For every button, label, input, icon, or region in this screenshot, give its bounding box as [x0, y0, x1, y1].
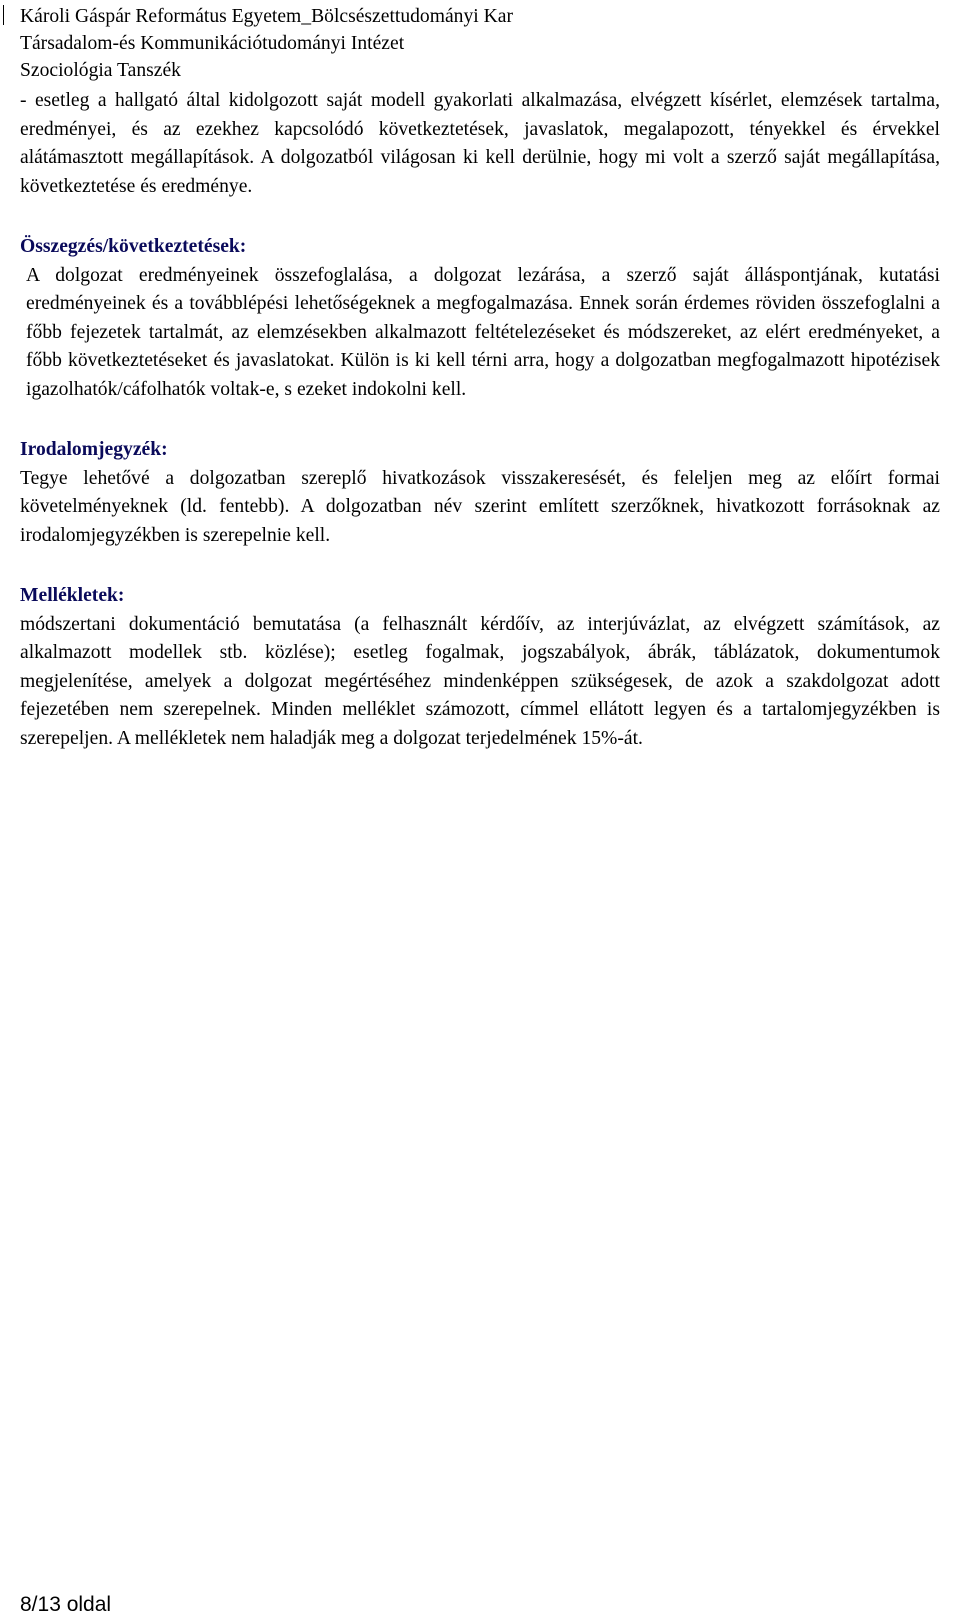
section-text-conclusions: A dolgozat eredményeinek összefoglalása, a dolgozat lezárása, a szerző saját álláspontjának, kutatási eredményeinek és a továbblépési lehetőségeknek a megfogalmazása. Ennek során érdemes röviden összefoglalni a főbb fejezetek tartalmát, az elemzésekben alkalmazott feltételezéseket és módszereket, az elért eredményeket, a főbb következtetéseket és javaslatokat. Külön is ki kell térni arra, hogy a dolgozatban megfogalmazott hipotézisek igazolhatók/cáfolhatók voltak-e, s ezeket indokolni kell.: [26, 264, 940, 400]
section-bibliography: [20, 436, 940, 550]
document-header: [20, 3, 940, 84]
header-department: Szociológia Tanszék: [20, 60, 181, 81]
intro-paragraph: - esetleg a hallgató által kidolgozott saját modell gyakorlati alkalmazása, elvégzett kísérlet, elemzések tartalma, eredményei, és az ezekhez kapcsolódó következtetések, javaslatok, megalapozott, tényekkel és érvekkel alátámasztott megállapítások. A dolgozatból világosan ki kell derülnie, hogy mi volt a szerző saját megállapítása, következtetése és eredménye.: [20, 90, 940, 197]
header-university: Károli Gáspár Református Egyetem_Bölcsészettudományi Kar: [20, 6, 513, 27]
section-appendices: [20, 582, 940, 753]
section-heading-conclusions: Összegzés/következtetések:: [20, 236, 247, 257]
section-heading-bibliography: Irodalomjegyzék:: [20, 439, 168, 460]
spacer: [20, 404, 940, 436]
header-institute: Társadalom-és Kommunikációtudományi Intézet: [20, 33, 405, 54]
section-conclusions: [20, 233, 940, 404]
text-cursor-mark: [3, 5, 4, 25]
section-text-bibliography: Tegye lehetővé a dolgozatban szereplő hivatkozások visszakeresését, és feleljen meg az előírt formai követelményeknek (ld. fentebb). A dolgozatban név szerint említett szerzőknek, hivatkozott forrásoknak az irodalomjegyzékben is szerepelnie kell.: [20, 467, 940, 546]
document-body: [20, 87, 940, 753]
page-number: 8/13 oldal: [20, 1593, 112, 1616]
section-text-appendices: módszertani dokumentáció bemutatása (a felhasznált kérdőív, az interjúvázlat, az elvégzett számítások, az alkalmazott modellek stb. közlése); esetleg fogalmak, jogszabályok, ábrák, táblázatok, dokumentumok megjelenítése, amelyek a dolgozat megértéséhez mindenképpen szükségesek, de azok a szakdolgozat adott fejezetében nem szerepelnek. Minden melléklet számozott, címmel ellátott legyen és a tartalomjegyzékben is szerepeljen. A mellékletek nem haladják meg a dolgozat terjedelmének 15%-át.: [20, 613, 940, 749]
spacer: [20, 201, 940, 233]
spacer: [20, 550, 940, 582]
section-heading-appendices: Mellékletek:: [20, 585, 125, 606]
